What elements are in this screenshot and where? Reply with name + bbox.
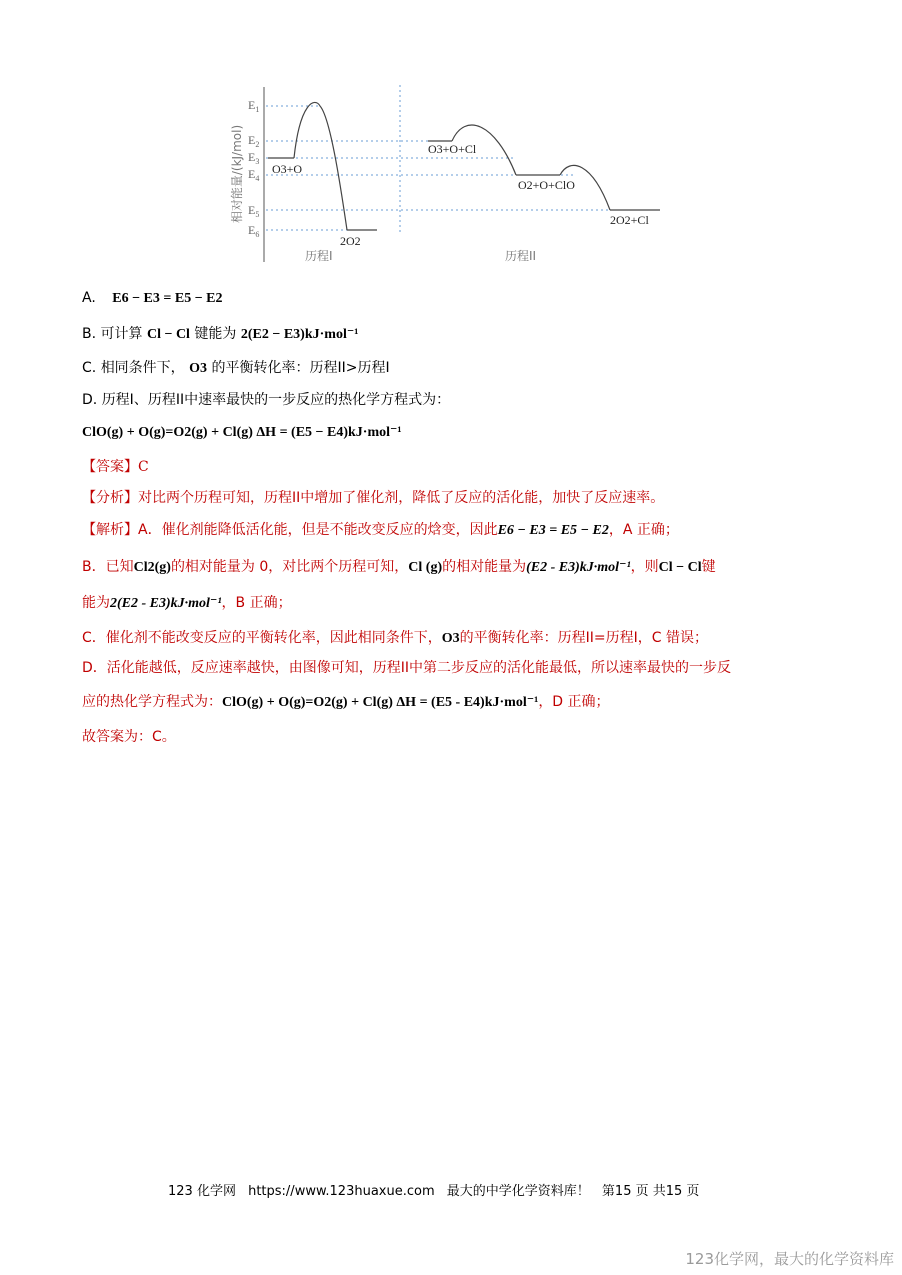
option-d-equation-line [82,421,402,444]
y-axis-label: 相对能量/(kJ/mol) [230,124,244,224]
option-c-letter: C. [82,360,97,376]
explanation-b-text2: 的相对能量为 0，对比两个历程可知， [170,559,409,575]
explanation-b-bond: Cl − Cl [658,560,702,575]
process-2-curve [428,125,660,210]
level-e3: $E_3$ [248,150,260,166]
analysis-label: 【分析】 [82,490,138,506]
option-b-bond: Cl − Cl [146,327,190,342]
option-b-letter: B. [82,326,97,342]
explanation-a-formula: E6 − E3 = E5 − E2 [497,523,609,538]
guide-lines [266,85,660,234]
final-answer [82,726,176,748]
level-e4: $E_4$ [248,167,260,183]
analysis-text: 对比两个历程可知，历程II中增加了催化剂，降低了反应的活化能，加快了反应速率。 [138,490,665,506]
explanation-c-species: O3 [441,631,460,646]
option-d-equation: ClO(g) + O(g)=O2(g) + Cl(g) ΔH = (E5 − E4)kJ·mol⁻¹ [82,425,402,440]
explanation-a [82,519,679,542]
explanation-b2-text1: 能为 [82,595,110,611]
explanation-b-text4: ，则 [630,559,659,575]
answer-line [82,456,149,478]
explanation-b-species1: Cl2(g) [133,560,171,575]
final-answer-text: 故答案为：C。 [82,729,176,745]
footer-site: 123 化学网 [168,1184,236,1199]
explanation-c-text2: 的平衡转化率：历程II=历程I，C 错误； [459,630,709,646]
explanation-d2-text1: 应的热化学方程式为： [82,694,222,710]
explanation-b-species2: Cl (g) [408,560,443,575]
watermark: 123化学网，最大的化学资料库 [685,1250,894,1268]
p2-reactant-label: O3+O+Cl [428,142,477,156]
explanation-d2-end: ，D 正确； [538,694,610,710]
answer-label: 【答案】 [82,459,138,475]
explanation-d2-equation: ClO(g) + O(g)=O2(g) + Cl(g) ΔH = (E5 - E4)kJ·mol⁻¹ [222,695,539,710]
energy-profile-figure [220,82,670,267]
process-2-label: 历程II [505,249,537,263]
option-b [82,323,358,346]
level-e6: $E_6$ [248,223,260,239]
explanation-a-end: ，A 正确； [608,522,679,538]
option-d [82,389,450,411]
explanation-b2 [82,592,292,615]
option-a-letter: A. [82,290,96,306]
level-e1: $E_1$ [248,98,260,114]
option-b-text2: 键能为 [194,326,237,342]
option-d-text1: 历程I、历程II中速率最快的一步反应的热化学方程式为： [101,392,451,408]
explanation-b2-formula: 2(E2 - E3)kJ·mol⁻¹ [110,596,222,611]
option-d-letter: D. [82,392,98,408]
footer-url[interactable]: https://www.123huaxue.com [248,1184,435,1199]
p1-reactant-label: O3+O [272,162,303,176]
explanation-b-text5: 键 [701,559,716,575]
level-e2: $E_2$ [248,133,260,149]
option-c-species: O3 [189,361,208,376]
option-c-text1: 相同条件下， [100,360,185,376]
option-c-text2: 的平衡转化率：历程II>历程I [211,360,390,376]
explanation-d2 [82,691,610,714]
explanation-b-formula1: (E2 - E3)kJ·mol⁻¹ [526,560,631,575]
p2-product-label: 2O2+Cl [610,213,649,227]
explanation-b2-end: ，B 正确； [221,595,292,611]
explanation-a-text: A．催化剂能降低活化能，但是不能改变反应的焓变，因此 [138,522,498,538]
explanation-b-text3: 的相对能量为 [442,559,527,575]
explanation-d [82,657,731,679]
option-a-formula: E6 − E3 = E5 − E2 [112,291,223,306]
explanation-c [82,627,708,650]
analysis-line [82,487,664,509]
p1-product-label: 2O2 [340,234,361,248]
energy-diagram [220,82,670,267]
option-a [82,287,223,310]
footer-page: 第15 页 共15 页 [601,1184,700,1199]
option-b-formula: 2(E2 − E3)kJ·mol⁻¹ [240,327,359,342]
explanation-b [82,556,716,579]
option-b-text1: 可计算 [100,326,143,342]
p2-intermediate-label: O2+O+ClO [518,178,575,192]
explanation-b-text1: B．已知 [82,559,134,575]
page-footer [168,1180,707,1199]
explanation-c-text1: C．催化剂不能改变反应的平衡转化率，因此相同条件下， [82,630,442,646]
answer-value: C [138,459,149,475]
option-c [82,357,390,380]
process-1-label: 历程I [305,249,333,263]
explanation-d-text: D．活化能越低，反应速率越快，由图像可知，历程II中第二步反应的活化能最低，所以速率最快的一步反 [82,660,732,676]
level-e5: $E_5$ [248,203,260,219]
footer-slogan: 最大的中学化学资料库！ [446,1184,590,1199]
explanation-label: 【解析】 [82,522,138,538]
